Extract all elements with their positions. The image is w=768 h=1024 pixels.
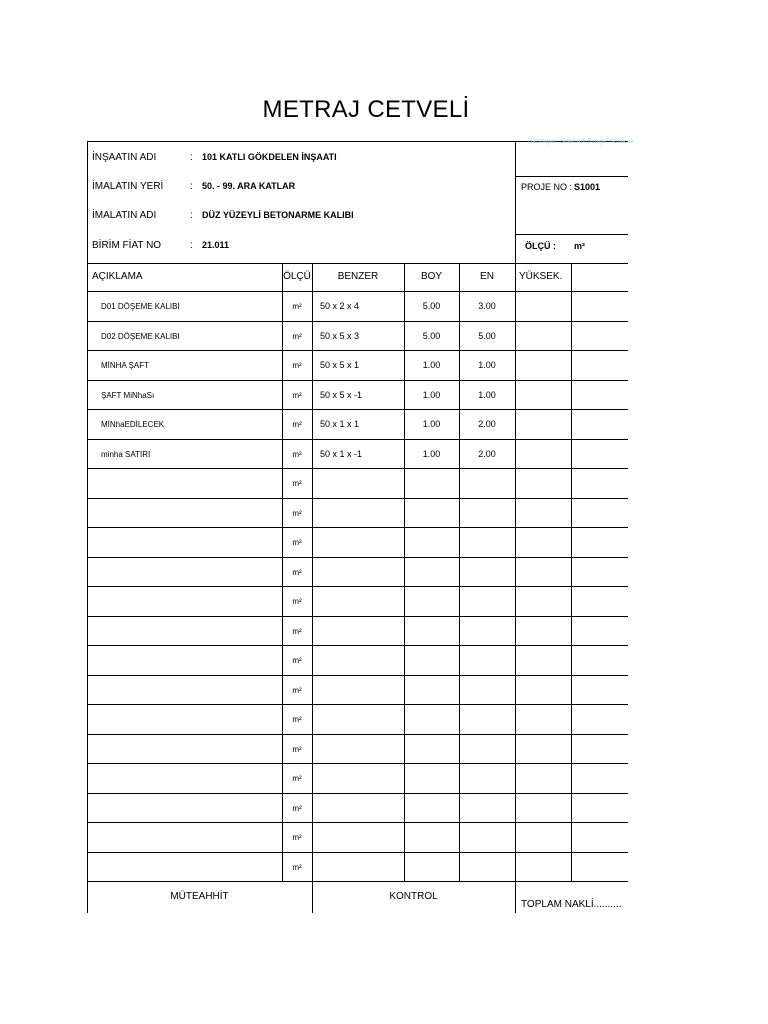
row-description: D02 DÖŞEME KALIBI: [101, 332, 180, 341]
row-unit: m²: [292, 391, 302, 400]
table-row-line: [87, 822, 628, 823]
row-unit: m²: [292, 656, 302, 665]
unit-label: ÖLÇÜ :: [525, 241, 556, 251]
unit-price-value: 21.011: [202, 240, 230, 250]
row-similar: 50 x 2 x 4: [320, 301, 360, 311]
table-row-line: [87, 704, 628, 705]
row-unit: m²: [292, 420, 302, 429]
col-header-width: EN: [480, 271, 494, 282]
table-row-line: [87, 586, 628, 587]
table-row-line: [87, 439, 628, 440]
row-unit: m²: [292, 804, 302, 813]
metraj-sheet: [87, 139, 634, 913]
row-unit: m²: [292, 361, 302, 370]
project-name-value: 101 KATLI GÖKDELEN İNŞAATI: [202, 152, 337, 162]
project-name-label: İNŞAATIN ADI: [92, 152, 157, 163]
col-header-unit: ÖLÇÜ: [283, 271, 311, 282]
row-description: MİNhaEDİLECEK: [101, 420, 165, 429]
row-similar: 50 x 5 x -1: [320, 390, 363, 400]
table-row-line: [87, 881, 628, 882]
table-row-line: [87, 380, 628, 381]
table-row-line: [87, 852, 628, 853]
col-header-similar: BENZER: [337, 271, 379, 282]
work-name-label: İMALATIN ADI: [92, 210, 157, 221]
row-unit: m²: [292, 332, 302, 341]
row-unit: m²: [292, 745, 302, 754]
row-unit: m²: [292, 450, 302, 459]
unit-value: m²: [574, 241, 585, 251]
header-right-divider: [515, 141, 516, 263]
footer-divider-2: [515, 881, 516, 913]
table-column-line: [459, 263, 460, 881]
row-length: 5.00: [422, 301, 441, 311]
row-unit: m²: [292, 302, 302, 311]
table-header-bottom-line: [87, 291, 628, 292]
table-column-line: [571, 263, 572, 881]
document-title: METRAJ CETVELİ: [262, 96, 470, 123]
row-length: 1.00: [422, 419, 441, 429]
project-no-top-line: [515, 176, 628, 177]
table-row-line: [87, 616, 628, 617]
row-unit: m²: [292, 509, 302, 518]
row-similar: 50 x 5 x 3: [320, 331, 360, 341]
table-row-line: [87, 734, 628, 735]
table-header-top-line: [87, 263, 628, 264]
project-no-value: S1001: [574, 182, 601, 192]
work-name-value: DÜZ YÜZEYLİ BETONARME KALIBI: [202, 210, 354, 220]
table-row-line: [87, 763, 628, 764]
control-label: KONTROL: [389, 891, 438, 902]
row-width: 2.00: [478, 449, 496, 459]
row-length: 5.00: [422, 331, 441, 341]
row-unit: m²: [292, 715, 302, 724]
table-row-line: [87, 409, 628, 410]
row-unit: m²: [292, 597, 302, 606]
row-width: 2.00: [478, 419, 496, 429]
row-description: ŞAFT MiNhaSı: [101, 391, 155, 400]
table-row-line: [87, 350, 628, 351]
row-length: 1.00: [422, 390, 441, 400]
project-no-label: PROJE NO :: [521, 182, 573, 192]
unit-top-line: [515, 234, 628, 235]
table-row-line: [87, 645, 628, 646]
table-column-line: [515, 263, 516, 881]
table-row-line: [87, 468, 628, 469]
header-separator: :: [190, 240, 193, 251]
row-similar: 50 x 1 x -1: [320, 449, 363, 459]
row-description: MİNHA ŞAFT: [101, 361, 150, 370]
work-location-value: 50. - 99. ARA KATLAR: [202, 181, 296, 191]
header-separator: :: [190, 181, 193, 192]
row-width: 3.00: [478, 301, 496, 311]
row-width: 1.00: [478, 360, 496, 370]
row-length: 1.00: [422, 449, 441, 459]
row-length: 1.00: [422, 360, 441, 370]
row-similar: 50 x 5 x 1: [320, 360, 360, 370]
row-unit: m²: [292, 833, 302, 842]
contractor-label: MÜTEAHHİT: [170, 891, 229, 902]
table-row-line: [87, 675, 628, 676]
row-unit: m²: [292, 568, 302, 577]
row-width: 1.00: [478, 390, 496, 400]
row-description: D01 DÖŞEME KALIBI: [101, 302, 180, 311]
table-row-line: [87, 527, 628, 528]
row-unit: m²: [292, 627, 302, 636]
row-similar: 50 x 1 x 1: [320, 419, 360, 429]
table-column-line: [404, 263, 405, 881]
unit-price-label: BİRİM FİAT NO: [92, 240, 162, 251]
table-row-line: [87, 498, 628, 499]
table-row-line: [87, 793, 628, 794]
row-unit: m²: [292, 479, 302, 488]
col-header-length: BOY: [420, 271, 443, 282]
header-separator: :: [190, 210, 193, 221]
work-location-label: İMALATIN YERİ: [92, 181, 164, 192]
row-unit: m²: [292, 774, 302, 783]
col-header-description: AÇIKLAMA: [92, 271, 143, 282]
total-carried-label: TOPLAM NAKLİ..........: [521, 899, 622, 910]
table-column-line: [312, 263, 313, 881]
row-unit: m²: [292, 538, 302, 547]
col-header-height: YÜKSEK.: [519, 271, 563, 282]
table-row-line: [87, 321, 628, 322]
row-unit: m²: [292, 863, 302, 872]
table-row-line: [87, 557, 628, 558]
row-unit: m²: [292, 686, 302, 695]
faint-note: Hazırlayan: Şirket Adı Buraya Yazılacak: [528, 139, 634, 145]
header-separator: :: [190, 152, 193, 163]
row-width: 5.00: [478, 331, 496, 341]
row-description: minha SATIRI: [101, 450, 151, 459]
